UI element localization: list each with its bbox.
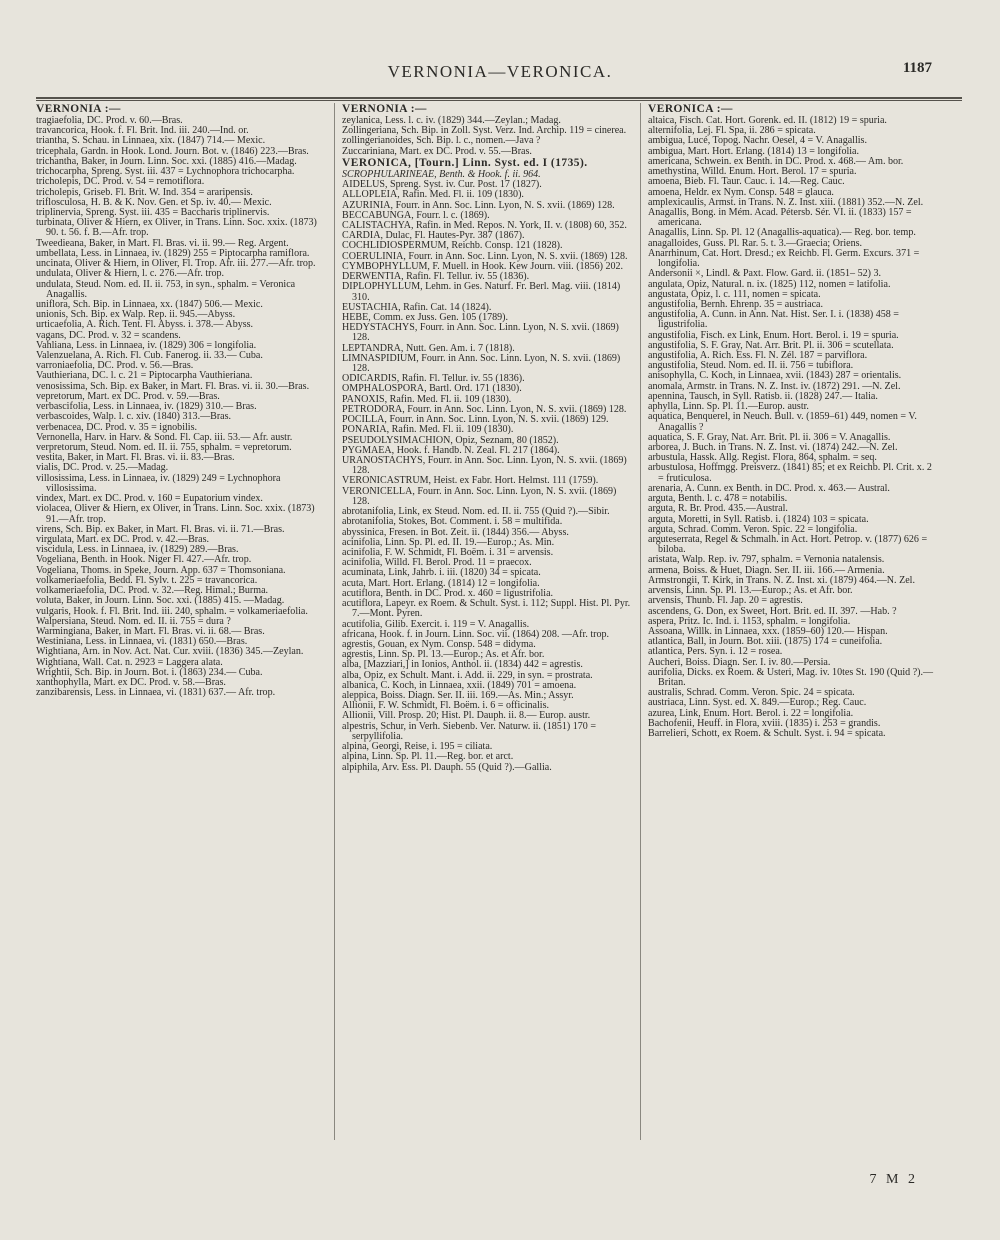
index-entry: aquatica, Benquerel, in Neuch. Bull. v. (1859–61) 449, nomen = V. Anagallis ? — [648, 411, 917, 433]
index-entry: arvensis, Linn. Sp. Pl. 13.—Europ.; As. et Afr. bor. — [648, 585, 853, 597]
index-entry: COCHLIDIOSPERMUM, Reichb. Consp. 121 (1828). — [342, 240, 563, 252]
section-heading: VERNONIA :— — [342, 103, 427, 115]
index-entry: agrestis, Linn. Sp. Pl. 13.—Europ.; As. et Afr. bor. — [342, 649, 545, 661]
index-entry: Valenzuelana, A. Rich. Fl. Cub. Fanerog. ii. 33.— Cuba. — [36, 350, 263, 362]
index-entry: Zollingeriana, Sch. Bip. in Zoll. Syst. Verz. Ind. Archip. 119 = cinerea. — [342, 125, 627, 137]
index-entry: arborea, J. Buch. in Trans. N. Z. Inst. vi. (1874) 242.—N. Zel. — [648, 442, 898, 453]
index-entry: undulata, Oliver & Hiern, l. c. 276.—Afr. trop. — [36, 268, 225, 280]
index-entry: Armstrongii, T. Kirk, in Trans. N. Z. Inst. xi. (1879) 464.—N. Zel. — [648, 574, 915, 586]
index-entry: PANOXIS, Rafin. Med. Fl. ii. 109 (1830). — [342, 393, 512, 405]
index-entry: Allionii, Vill. Prosp. 20; Hist. Pl. Dauph. ii. 8.— Europ. austr. — [342, 710, 591, 722]
index-entry: VERONICELLA, Fourr. in Ann. Soc. Linn. Lyon, N. S. xvii. (1869) 128. — [342, 485, 617, 507]
index-entry: aleppica, Boiss. Diagn. Ser. II. iii. 169.—As. Min.; Assyr. — [342, 690, 574, 702]
index-entry: LEPTANDRA, Nutt. Gen. Am. i. 7 (1818). — [342, 342, 515, 354]
index-entry: voluta, Baker, in Journ. Linn. Soc. xxi. (1885) 415. —Madag. — [36, 595, 285, 607]
index-entry: urticaefolia, A. Rich. Tent. Fl. Abyss. i. 378.— Abyss. — [36, 319, 254, 331]
page-header — [0, 58, 1000, 88]
index-entry: CYMBOPHYLLUM, F. Muell. in Hook. Kew Journ. viii. (1856) 202. — [342, 260, 624, 272]
index-entry: triplinervia, Spreng. Syst. iii. 435 = Baccharis triplinervis. — [36, 206, 270, 218]
section-heading: VERONICA, [Tourn.] Linn. Syst. ed. I (1735). — [342, 156, 588, 169]
index-entry: arvensis, Thunb. Fl. Jap. 20 = agrestis. — [648, 595, 803, 607]
index-entry: acutiflora, Benth. in DC. Prod. x. 460 = ligustrifolia. — [342, 587, 554, 599]
index-entry: triantha, S. Schau. in Linnaea, xix. (1847) 714.— Mexic. — [36, 135, 266, 147]
index-entry: verpretorum, Steud. Nom. ed. II. ii. 755, sphalm. = vepretorum. — [36, 442, 292, 453]
index-entry: Vauthieriana, DC. l. c. 21 = Piptocarpha Vauthieriana. — [36, 370, 253, 382]
index-entry: aphylla, Linn. Sp. Pl. 11.—Europ. austr. — [648, 401, 809, 413]
index-entry: acutifolia, Gilib. Exercit. i. 119 = V. Anagallis. — [342, 618, 530, 630]
index-entry: angustifolia, A. Cunn. in Ann. Nat. Hist. Ser. I. i. (1838) 458 = ligustrifolia. — [648, 309, 899, 331]
index-entry: verbascoides, Walp. l. c. xiv. (1840) 313.—Bras. — [36, 411, 232, 423]
index-entry: uniflora, Sch. Bip. in Linnaea, xx. (1847) 506.— Mexic. — [36, 298, 263, 310]
index-entry: arguta, R. Br. Prod. 435.—Austral. — [648, 503, 788, 515]
index-entry: xanthophylla, Mart. ex DC. Prod. v. 58.—Bras. — [36, 677, 226, 689]
column-divider — [334, 103, 335, 1140]
index-entry: BECCABUNGA, Fourr. l. c. (1869). — [342, 209, 490, 221]
index-entry: PONARIA, Rafin. Med. Fl. ii. 109 (1830). — [342, 424, 514, 436]
index-entry: vialis, DC. Prod. v. 25.—Madag. — [36, 462, 169, 474]
index-entry: acinifolia, F. W. Schmidt, Fl. Boëm. i. 31 = arvensis. — [342, 546, 554, 558]
index-entry: OMPHALOSPORA, Bartl. Ord. 171 (1830). — [342, 383, 522, 395]
index-entry: aquatica, S. F. Gray, Nat. Arr. Brit. Pl. ii. 306 = V. Anagallis. — [648, 431, 891, 443]
column-2 — [342, 103, 632, 1150]
index-entry: arbustulosa, Hoffmgg. Preisverz. (1841) 85; et ex Reichb. Pl. Crit. x. 2 = fruticulosa. — [648, 462, 932, 484]
index-entry: acuta, Mart. Hort. Erlang. (1814) 12 = longifolia. — [342, 577, 540, 589]
index-entry: vagans, DC. Prod. v. 32 = scandens. — [36, 329, 181, 341]
index-entry: venosissima, Sch. Bip. ex Baker, in Mart. Fl. Bras. vi. ii. 30.—Bras. — [36, 380, 310, 392]
index-entry: tricholepis, DC. Prod. v. 54 = remotiflora. — [36, 176, 205, 188]
index-entry: Tweedieana, Baker, in Mart. Fl. Bras. vi. ii. 99.— Reg. Argent. — [36, 237, 289, 249]
index-entry: COERULINIA, Fourr. in Ann. Soc. Linn. Lyon, N. S. xvii. (1869) 128. — [342, 250, 628, 262]
index-entry: Vogeliana, Benth. in Hook. Niger Fl. 427.—Afr. trop. — [36, 554, 252, 566]
index-entry: virgulata, Mart. ex DC. Prod. v. 42.—Bras. — [36, 533, 210, 545]
index-entry: apennina, Tausch, in Syll. Ratisb. ii. (1828) 247.— Italia. — [648, 390, 878, 402]
index-entry: ALLOPLEIA, Rafin. Med. Fl. ii. 109 (1830). — [342, 189, 524, 201]
index-entry: HEDYSTACHYS, Fourr. in Ann. Soc. Linn. Lyon, N. S. xvii. (1869) 128. — [342, 322, 619, 344]
index-entry: angustifolia, Bernh. Ehrenp. 35 = austriaca. — [648, 298, 824, 310]
index-entry: anisophylla, C. Koch, in Linnaea, xvii. (1843) 287 = orientalis. — [648, 370, 902, 382]
index-entry: Wightiana, Wall. Cat. n. 2923 = Laggera alata. — [36, 656, 223, 668]
index-entry: CARDIA, Dulac, Fl. Hautes-Pyr. 387 (1867). — [342, 230, 525, 242]
index-entry: POCILLA, Fourr. in Ann. Soc. Linn. Lyon, N. S. xvii. (1869) 129. — [342, 414, 609, 426]
index-entry: amplexicaulis, Armst. in Trans. N. Z. Inst. xiii. (1881) 352.—N. Zel. — [648, 196, 924, 208]
header-rule — [36, 97, 962, 101]
index-entry: Warmingiana, Baker, in Mart. Fl. Bras. vi. ii. 68.— Bras. — [36, 625, 265, 637]
index-entry: villosissima, Less. in Linnaea, iv. (1829) 249 = Lychnophora villosissima. — [36, 472, 281, 494]
column-divider — [640, 103, 641, 1140]
index-entry: vepretorum, Mart. ex DC. Prod. v. 59.—Bras. — [36, 390, 220, 402]
index-entry: viscidula, Less. in Linnaea, iv. (1829) 289.—Bras. — [36, 544, 239, 556]
index-entry: amoena, Bieb. Fl. Taur. Cauc. i. 14.—Reg. Cauc. — [648, 176, 845, 188]
index-entry: acutiflora, Lapeyr. ex Roem. & Schult. Syst. i. 112; Suppl. Hist. Pl. Pyr. 7.—Mont. Pyren. — [342, 598, 631, 620]
index-entry: volkameriaefolia, DC. Prod. v. 32.—Reg. Himal.; Burma. — [36, 585, 269, 597]
index-entry: alternifolia, Lej. Fl. Spa, ii. 286 = spicata. — [648, 125, 816, 137]
index-entry: ambigua, Mart. Hort. Erlang. (1814) 13 = longifolia. — [648, 145, 860, 157]
index-entry: DIPLOPHYLLUM, Lehm. in Ges. Naturf. Fr. Berl. Mag. viii. (1814) 310. — [342, 281, 621, 303]
index-entry: zollingerianoides, Sch. Bip. l. c., nomen.—Java ? — [342, 135, 541, 147]
index-entry: Westiniana, Less. in Linnaea, vi. (1831) 650.—Bras. — [36, 636, 248, 648]
index-entry: alba, [Mazziari,] in Ionios, Anthol. ii. (1834) 442 = agrestis. — [342, 659, 583, 671]
index-entry: trichocarpha, Spreng. Syst. iii. 437 = Lychnophora trichocarpha. — [36, 166, 295, 178]
index-entry: tricholepis, Griseb. Fl. Brit. W. Ind. 354 = araripensis. — [36, 186, 253, 198]
index-entry: CALISTACHYA, Rafin. in Med. Repos. N. York, II. v. (1808) 60, 352. — [342, 219, 627, 231]
index-entry: arguta, Schrad. Comm. Veron. Spic. 22 = longifolia. — [648, 523, 858, 535]
index-entry: umbellata, Less. in Linnaea, iv. (1829) 255 = Piptocarpha ramiflora. — [36, 247, 310, 259]
index-entry: varroniaefolia, DC. Prod. v. 56.—Bras. — [36, 360, 194, 372]
index-entry: vindex, Mart. ex DC. Prod. v. 160 = Eupatorium vindex. — [36, 493, 263, 505]
index-entry: angulata, Opiz, Natural. n. ix. (1825) 112, nomen = latifolia. — [648, 278, 891, 290]
index-entry: ascendens, G. Don, ex Sweet, Hort. Brit. ed. II. 397. —Hab. ? — [648, 605, 897, 617]
index-entry: Assoana, Willk. in Linnaea, xxx. (1859–60) 120.— Hispan. — [648, 625, 888, 637]
index-entry: Barrelieri, Schott, ex Roem. & Schult. Syst. i. 94 = spicata. — [648, 728, 886, 740]
index-entry: PSEUDOLYSIMACHION, Opiz, Seznam, 80 (1852). — [342, 434, 559, 446]
index-entry: anomala, Armstr. in Trans. N. Z. Inst. iv. (1872) 291. —N. Zel. — [648, 380, 901, 392]
index-entry: altaica, Fisch. Cat. Hort. Gorenk. ed. II. (1812) 19 = spuria. — [648, 115, 887, 126]
index-entry: alpiphila, Arv. Ess. Pl. Dauph. 55 (Quid ?).—Gallia. — [342, 761, 552, 773]
index-entry: acuminata, Link, Jahrb. i. iii. (1820) 34 = spicata. — [342, 567, 541, 579]
index-entry: arguteserrata, Regel & Schmalh. in Act. Hort. Petrop. v. (1877) 626 = biloba. — [648, 533, 928, 556]
index-entry: ambigua, Lucé, Topog. Nachr. Oesel, 4 = V. Anagallis. — [648, 135, 867, 147]
index-entry: alpina, Linn. Sp. Pl. 11.—Reg. bor. et arct. — [342, 751, 514, 763]
index-entry: arguta, Moretti, in Syll. Ratisb. i. (1824) 103 = spicata. — [648, 513, 869, 525]
index-entry: violacea, Oliver & Hiern, ex Oliver, in Trans. Linn. Soc. xxix. (1873) 91.—Afr. trop. — [36, 503, 315, 525]
index-entry: Vogeliana, Thoms. in Speke, Journ. App. 637 = Thomsoniana. — [36, 564, 286, 576]
index-entry: agrestis, Gouan, ex Nym. Consp. 548 = didyma. — [342, 638, 536, 650]
index-entry: arbustula, Hassk. Allg. Regist. Flora, 864, sphalm. = seq. — [648, 452, 877, 464]
index-entry: turbinata, Oliver & Hiern, ex Oliver, in Trans. Linn. Soc. xxix. (1873) 90. t. 56. f. B.—Afr. trop. — [36, 217, 317, 239]
index-entry: undulata, Steud. Nom. ed. II. ii. 753, in syn., sphalm. = Veronica Anagallis. — [36, 278, 296, 300]
index-entry: alpina, Georgi, Reise, i. 195 = ciliata. — [342, 741, 493, 753]
index-entry: acinifolia, Linn. Sp. Pl. ed. II. 19.—Europ.; As. Min. — [342, 536, 555, 548]
index-entry: SCROPHULARINEAE, Benth. & Hook. f. ii. 964. — [342, 168, 541, 180]
index-entry: Aucheri, Boiss. Diagn. Ser. I. iv. 80.—Persia. — [648, 656, 831, 668]
index-entry: amethystina, Willd. Enum. Hort. Berol. 17 = spuria. — [648, 166, 857, 178]
index-entry: LIMNASPIDIUM, Fourr. in Ann. Soc. Linn. Lyon, N. S. xvii. (1869) 128. — [342, 352, 621, 375]
column-1 — [36, 103, 326, 1150]
index-entry: aspera, Pritz. Ic. Ind. i. 1153, sphalm. = longifolia. — [648, 615, 851, 627]
index-entry: verbenacea, DC. Prod. v. 35 = ignobilis. — [36, 421, 197, 433]
index-entry: amoena, Heldr. ex Nym. Consp. 548 = glauca. — [648, 186, 834, 198]
index-entry: VERONICASTRUM, Heist. ex Fabr. Hort. Helmst. 111 (1759). — [342, 475, 599, 487]
index-entry: Zuccariniana, Mart. ex DC. Prod. v. 55.—Bras. — [342, 145, 532, 157]
index-entry: tricephala, Gardn. in Hook. Lond. Journ. Bot. v. (1846) 223.—Bras. — [36, 145, 309, 157]
index-entry: Anarrhinum, Cat. Hort. Dresd.; ex Reichb. Fl. Germ. Excurs. 371 = longifolia. — [648, 247, 920, 270]
index-entry: armena, Boiss. & Huet, Diagn. Ser. II. iii. 166.— Armenia. — [648, 564, 885, 576]
index-entry: AIDELUS, Spreng. Syst. iv. Cur. Post. 17 (1827). — [342, 179, 542, 191]
index-entry: austriaca, Linn. Syst. ed. X. 849.—Europ.; Reg. Cauc. — [648, 697, 867, 709]
index-entry: unionis, Sch. Bip. ex Walp. Rep. ii. 945.—Abyss. — [36, 309, 236, 321]
index-entry: abrotanifolia, Stokes, Bot. Comment. i. 58 = multifida. — [342, 516, 563, 528]
index-entry: AZURINIA, Fourr. in Ann. Soc. Linn. Lyon, N. S. xvii. (1869) 128. — [342, 199, 615, 211]
index-entry: Vahliana, Less. in Linnaea, iv. (1829) 306 = longifolia. — [36, 339, 257, 351]
index-entry: zanzibarensis, Less. in Linnaea, vi. (1831) 637.— Afr. trop. — [36, 687, 276, 699]
index-entry: Andersonii ×, Lindl. & Paxt. Flow. Gard. ii. (1851– 52) 3. — [648, 268, 882, 280]
index-entry: Anagallis, Bong. in Mém. Acad. Pétersb. Sér. VI. ii. (1833) 157 = americana. — [648, 206, 912, 229]
index-entry: tragiaefolia, DC. Prod. v. 60.—Bras. — [36, 115, 183, 126]
index-entry: angustata, Opiz, l. c. 111, nomen = spicata. — [648, 288, 821, 300]
index-entry: australis, Schrad. Comm. Veron. Spic. 24 = spicata. — [648, 687, 855, 699]
index-entry: verbascifolia, Less. in Linnaea, iv. (1829) 310.— Bras. — [36, 401, 257, 413]
index-entry: aurifolia, Dicks. ex Roem. & Usteri, Mag. iv. 10tes St. 190 (Quid ?).—Britan. — [648, 666, 934, 689]
printer-signature: 7 M 2 — [869, 1172, 918, 1187]
index-entry: angustifolia, Fisch. ex Link, Enum. Hort. Berol. i. 19 = spuria. — [648, 329, 899, 341]
running-title: VERNONIA—VERONICA. — [387, 62, 613, 81]
index-entry: virens, Sch. Bip. ex Baker, in Mart. Fl. Bras. vi. ii. 71.—Bras. — [36, 523, 285, 535]
index-entry: DERWENTIA, Rafin. Fl. Tellur. iv. 55 (1836). — [342, 271, 530, 283]
index-entry: anagalloides, Guss. Pl. Rar. 5. t. 3.—Graecia; Oriens. — [648, 237, 863, 249]
index-entry: zeylanica, Less. l. c. iv. (1829) 344.—Zeylan.; Madag. — [342, 115, 561, 126]
index-entry: alpestris, Schur, in Verh. Siebenb. Ver. Naturw. ii. (1851) 170 = serpyllifolia. — [342, 720, 596, 742]
index-entry: angustifolia, A. Rich. Ess. Fl. N. Zél. 187 = parviflora. — [648, 350, 868, 362]
index-entry: Bachofenii, Heuff. in Flora, xviii. (1835) i. 253 = grandis. — [648, 717, 881, 729]
index-entry: abrotanifolia, Link, ex Steud. Nom. ed. II. ii. 755 (Quid ?).—Sibir. — [342, 506, 610, 518]
column-3 — [648, 103, 940, 1150]
index-entry: atlantica, Ball, in Journ. Bot. xiii. (1875) 174 = cuneifolia. — [648, 636, 883, 648]
section-heading: VERNONIA :— — [36, 103, 121, 115]
index-entry: ODICARDIS, Rafin. Fl. Tellur. iv. 55 (1836). — [342, 373, 525, 385]
index-entry: triflosculosa, H. B. & K. Nov. Gen. et Sp. iv. 40.— Mexic. — [36, 196, 272, 208]
index-entry: africana, Hook. f. in Journ. Linn. Soc. vii. (1864) 208. —Afr. trop. — [342, 628, 610, 640]
index-entry: aristata, Walp. Rep. iv. 797, sphalm. = Vernonia natalensis. — [648, 554, 885, 566]
index-entry: atlantica, Pers. Syn. i. 12 = rosea. — [648, 646, 783, 658]
index-entry: americana, Schwein. ex Benth. in DC. Prod. x. 468.— Am. bor. — [648, 155, 904, 167]
page-number: 1187 — [902, 60, 932, 76]
index-entry: Allionii, F. W. Schmidt, Fl. Boëm. i. 6 = officinalis. — [342, 700, 550, 712]
index-entry: azurea, Link, Enum. Hort. Berol. i. 22 = longifolia. — [648, 707, 854, 719]
index-entry: acinifolia, Willd. Fl. Berol. Prod. 11 = praecox. — [342, 557, 532, 569]
index-entry: albanica, C. Koch, in Linnaea, xxii. (1849) 701 = amoena. — [342, 679, 577, 691]
index-entry: Walpersiana, Steud. Nom. ed. II. ii. 755 = dura ? — [36, 615, 231, 627]
index-entry: Wightiana, Arn. in Nov. Act. Nat. Cur. xviii. (1836) 345.—Zeylan. — [36, 646, 304, 658]
index-entry: angustifolia, Steud. Nom. ed. II. ii. 756 = tubiflora. — [648, 360, 854, 372]
index-entry: Wrightii, Sch. Bip. in Journ. Bot. i. (1863) 234.— Cuba. — [36, 666, 263, 678]
index-entry: PETRODORA, Fourr. in Ann. Soc. Linn. Lyon, N. S. xvii. (1869) 128. — [342, 403, 627, 415]
index-entry: PYGMAEA, Hook. f. Handb. N. Zeal. Fl. 217 (1864). — [342, 444, 560, 456]
index-entry: arguta, Benth. l. c. 478 = notabilis. — [648, 493, 788, 505]
index-entry: uncinata, Oliver & Hiern, in Oliver, Fl. Trop. Afr. iii. 277.—Afr. trop. — [36, 258, 316, 270]
index-entry: alba, Opiz, ex Schult. Mant. i. Add. ii. 229, in syn. = prostrata. — [342, 669, 593, 681]
index-entry: abyssinica, Fresen. in Bot. Zeit. ii. (1844) 356.— Abyss. — [342, 526, 569, 538]
index-entry: travancorica, Hook. f. Fl. Brit. Ind. iii. 240.—Ind. or. — [36, 125, 249, 137]
index-entry: HEBE, Comm. ex Juss. Gen. 105 (1789). — [342, 311, 509, 323]
section-heading: VERONICA :— — [648, 103, 733, 115]
index-entry: EUSTACHIA, Rafin. Cat. 14 (1824). — [342, 301, 492, 313]
index-entry: trichantha, Baker, in Journ. Linn. Soc. xxi. (1885) 416.—Madag. — [36, 155, 297, 167]
index-entry: Anagallis, Linn. Sp. Pl. 12 (Anagallis-aquatica).— Reg. bor. temp. — [648, 227, 916, 239]
index-entry: arenaria, A. Cunn. ex Benth. in DC. Prod. x. 463.— Austral. — [648, 482, 890, 494]
index-entry: vestita, Baker, in Mart. Fl. Bras. vi. ii. 83.—Bras. — [36, 452, 235, 464]
index-entry: Vernonella, Harv. in Harv. & Sond. Fl. Cap. iii. 53.— Afr. austr. — [36, 431, 293, 443]
index-entry: angustifolia, S. F. Gray, Nat. Arr. Brit. Pl. ii. 306 = scutellata. — [648, 339, 894, 351]
index-entry: vulgaris, Hook. f. Fl. Brit. Ind. iii. 240, sphalm. = volkameriaefolia. — [36, 605, 308, 617]
index-entry: volkameriaefolia, Bedd. Fl. Sylv. t. 225 = travancorica. — [36, 574, 258, 586]
index-entry: URANOSTACHYS, Fourr. in Ann. Soc. Linn. Lyon, N. S. xvii. (1869) 128. — [342, 455, 627, 477]
